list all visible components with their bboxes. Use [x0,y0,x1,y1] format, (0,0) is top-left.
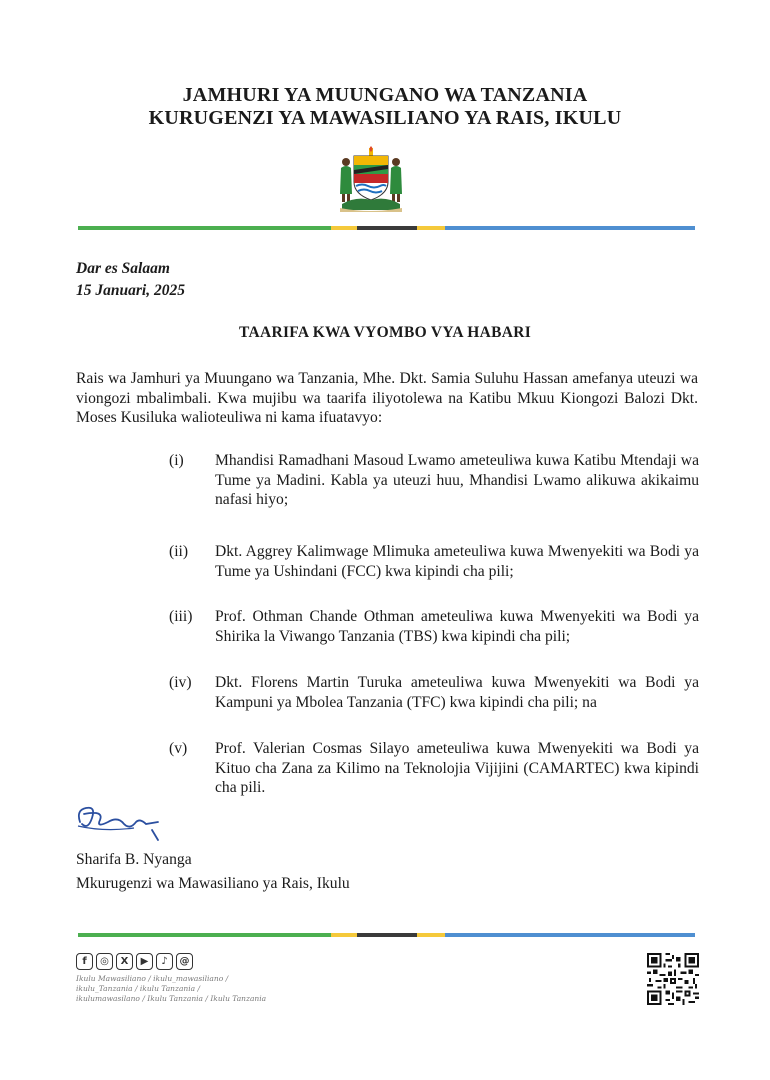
handles-line-1: Ikulu Mawasiliano / ikulu_mawasiliano / [76,974,229,983]
list-item-text: Prof. Othman Chande Othman ameteuliwa kuwa Mwenyekiti wa Bodi ya Shirika la Viwango Tanzania (TBS) kwa kipindi cha pili; [215,608,699,645]
coat-of-arms-icon [336,146,406,214]
list-item-text: Prof. Valerian Cosmas Silayo ameteuliwa kuwa Mwenyekiti wa Bodi ya Kituo cha Zana za Kilimo na Teknolojia Vijijini (CAMARTEC) kwa kipindi cha pili. [215,740,699,796]
instagram-icon[interactable]: ◎ [96,953,113,970]
list-item-number: (i) [169,452,184,469]
x-icon[interactable]: X [116,953,133,970]
signatory-position: Mkurugenzi wa Mawasiliano ya Rais, Ikulu [76,875,350,892]
list-item-number: (v) [169,740,188,757]
handles-line-2: ikulu_Tanzania / ikulu Tanzania / [76,984,201,993]
signature-icon [74,800,164,846]
place-and-date [76,258,185,302]
social-handles [76,974,276,1004]
bottom-divider-stripe [78,933,695,937]
list-item-text: Mhandisi Ramadhani Masoud Lwamo ameteuliwa kuwa Katibu Mtendaji wa Tume ya Madini. Kabla ya uteuzi huu, Mhandisi Lwamo alikuwa akikaimu nafasi hiyo; [215,452,699,508]
facebook-icon[interactable]: f [76,953,93,970]
letterhead [0,84,770,130]
handles-line-3: ikulumawasilano / Ikulu Tanzania / Ikulu Tanzania [76,994,267,1003]
list-item-text: Dkt. Florens Martin Turuka ameteuliwa kuwa Mwenyekiti wa Bodi ya Kampuni ya Mbolea Tanzania (TFC) kwa kipindi cha pili; na [215,674,699,711]
top-divider-stripe [78,226,695,230]
document-title: TAARIFA KWA VYOMBO VYA HABARI [238,324,532,341]
threads-icon[interactable]: @ [176,953,193,970]
place: Dar es Salaam [76,260,170,277]
social-icons [76,953,193,970]
letterhead-line-1: JAMHURI YA MUUNGANO WA TANZANIA [182,84,588,106]
date: 15 Januari, 2025 [76,282,185,299]
signatory-name: Sharifa B. Nyanga [76,851,192,868]
qr-code-icon[interactable] [647,953,699,1005]
list-item-number: (ii) [169,543,189,560]
list-item-text: Dkt. Aggrey Kalimwage Mlimuka ameteuliwa kuwa Mwenyekiti wa Bodi ya Tume ya Ushindani (FCC) kwa kipindi cha pili; [215,543,699,580]
list-item-number: (iii) [169,608,193,625]
list-item-number: (iv) [169,674,192,691]
signatory-block [76,848,350,896]
youtube-icon[interactable]: ▶ [136,953,153,970]
intro-paragraph: Rais wa Jamhuri ya Muungano wa Tanzania, Mhe. Dkt. Samia Suluhu Hassan amefanya uteuzi wa viongozi mbalimbali. Kwa mujibu wa taarifa iliyotolewa na Katibu Mkuu Kiongozi Balozi Dkt. Moses Kusiluka walioteuliwa ni kama ifuatavyo: [76,370,698,426]
letterhead-line-2: KURUGENZI YA MAWASILIANO YA RAIS, IKULU [148,107,622,129]
tiktok-icon[interactable]: ♪ [156,953,173,970]
